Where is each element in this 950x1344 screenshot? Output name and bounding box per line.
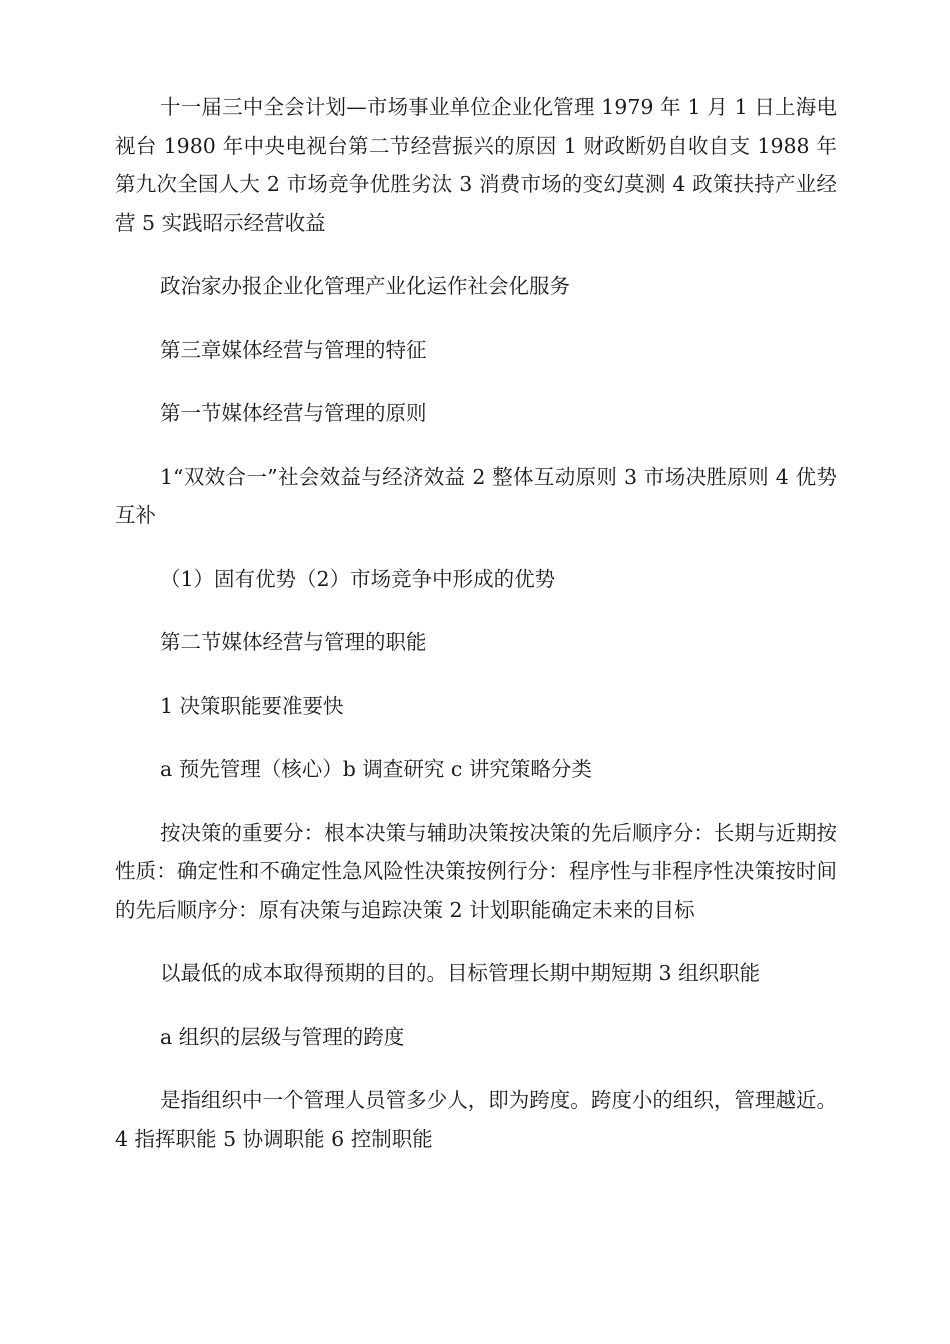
paragraph-decision-items: a 预先管理（核心）b 调查研究 c 讲究策略分类 bbox=[160, 757, 592, 781]
paragraph-reform-history: 十一届三中全会计划—市场事业单位企业化管理 1979 年 1 月 1 日上海电视台 1980 年中央电视台第二节经营振兴的原因 1 财政断奶自收自支 1988 年第九次全国人大 2 市场竞争优胜劣汰 3 消费市场的变幻莫测 4 政策扶持产业经营 5 实践昭示经营收益 bbox=[115, 95, 837, 235]
paragraph-decision-function: 1 决策职能要准要快 bbox=[160, 693, 344, 718]
paragraph-advantages: （1）固有优势（2）市场竞争中形成的优势 bbox=[160, 566, 556, 591]
chapter-heading: 第三章媒体经营与管理的特征 bbox=[160, 337, 427, 362]
document-body bbox=[115, 88, 837, 1183]
paragraph-decision-classification: 按决策的重要分：根本决策与辅助决策按决策的先后顺序分：长期与近期按性质：确定性和不确定性急风险性决策按例行分：程序性与非程序性决策按时间的先后顺序分：原有决策与追踪决策 2 计划职能确定未来的目标 bbox=[115, 820, 837, 922]
paragraph-enterprise-management: 政治家办报企业化管理产业化运作社会化服务 bbox=[160, 274, 570, 298]
section-heading-functions: 第二节媒体经营与管理的职能 bbox=[160, 630, 427, 654]
paragraph-span-of-control: 是指组织中一个管理人员管多少人，即为跨度。跨度小的组织，管理越近。4 指挥职能 5 协调职能 6 控制职能 bbox=[115, 1088, 837, 1151]
paragraph-objective-management: 以最低的成本取得预期的目的。目标管理长期中期短期 3 组织职能 bbox=[160, 961, 761, 985]
section-heading-principles: 第一节媒体经营与管理的原则 bbox=[160, 401, 427, 425]
paragraph-organization-levels: a 组织的层级与管理的跨度 bbox=[160, 1024, 405, 1049]
paragraph-principles: 1“双效合一”社会效益与经济效益 2 整体互动原则 3 市场决胜原则 4 优势互补 bbox=[115, 464, 837, 527]
